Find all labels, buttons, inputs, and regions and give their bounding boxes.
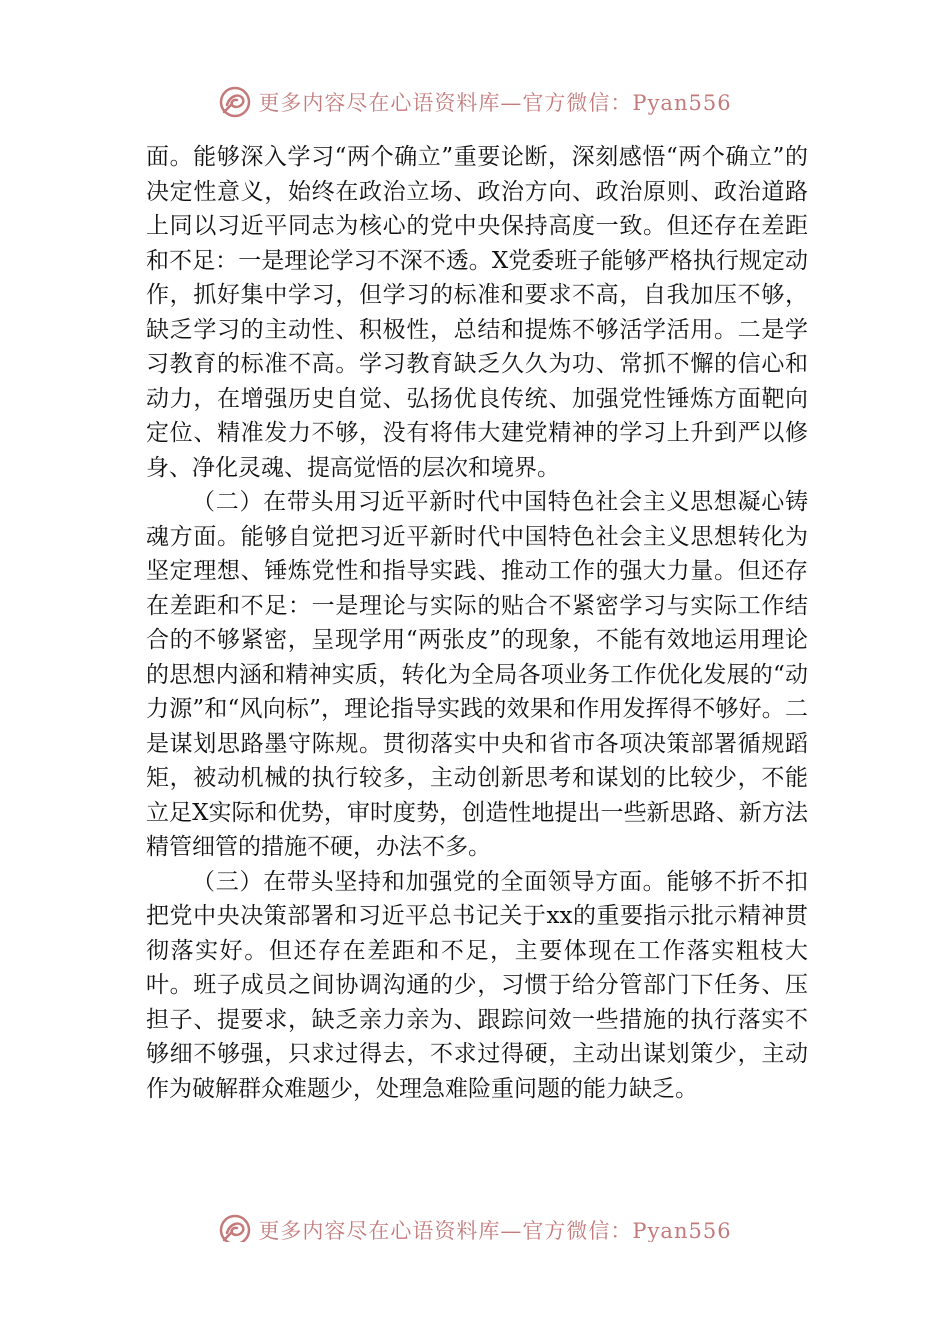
watermark-text: 更多内容尽在心语资料库—官方微信：Pyan556 [258, 91, 732, 115]
swirl-logo-icon [218, 85, 252, 119]
paragraph-2: （二）在带头用习近平新时代中国特色社会主义思想凝心铸魂方面。能够自觉把习近平新时代中国特色社会主义思想转化为坚定理想、锤炼党性和指导实践、推动工作的强大力量。但还存在差距和不足：一是理论与实际的贴合不紧密学习与实际工作结合的不够紧密，呈现学用“两张皮”的现象，不能有效地运用理论的思想内涵和精神实质，转化为全局各项业务工作优化发展的“动力源”和“风向标”，理论指导实践的效果和作用发挥得不够好。二是谋划思路墨守陈规。贯彻落实中央和省市各项决策部署循规蹈矩，被动机械的执行较多，主动创新思考和谋划的比较少，不能立足X实际和优势，审时度势，创造性地提出一些新思路、新方法精管细管的措施不硬，办法不多。 [146, 489, 808, 860]
watermark-banner-bottom [0, 1198, 950, 1242]
watermark-banner-top [0, 80, 950, 124]
watermark-text: 更多内容尽在心语资料库—官方微信：Pyan556 [258, 1219, 732, 1242]
paragraph-3: （三）在带头坚持和加强党的全面领导方面。能够不折不扣把党中央决策部署和习近平总书记关于xx的重要指示批示精神贯彻落实好。但还存在差距和不足，主要体现在工作落实粗枝大叶。班子成员之间协调沟通的少，习惯于给分管部门下任务、压担子、提要求，缺乏亲力亲为、跟踪问效一些措施的执行落实不够细不够强，只求过得去，不求过得硬，主动出谋划策少，主动作为破解群众难题少，处理急难险重问题的能力缺乏。 [146, 868, 808, 1102]
document-body [146, 140, 808, 1106]
swirl-logo-icon [218, 1213, 252, 1242]
paragraph-1: 面。能够深入学习“两个确立”重要论断，深刻感悟“两个确立”的决定性意义，始终在政治立场、政治方向、政治原则、政治道路上同以习近平同志为核心的党中央保持高度一致。但还存在差距和不足：一是理论学习不深不透。X党委班子能够严格执行规定动作，抓好集中学习，但学习的标准和要求不高，自我加压不够，缺乏学习的主动性、积极性，总结和提炼不够活学活用。二是学习教育的标准不高。学习教育缺乏久久为功、常抓不懈的信心和动力，在增强历史自觉、弘扬优良传统、加强党性锤炼方面靶向定位、精准发力不够，没有将伟大建党精神的学习上升到严以修身、净化灵魂、提高觉悟的层次和境界。 [146, 144, 808, 481]
